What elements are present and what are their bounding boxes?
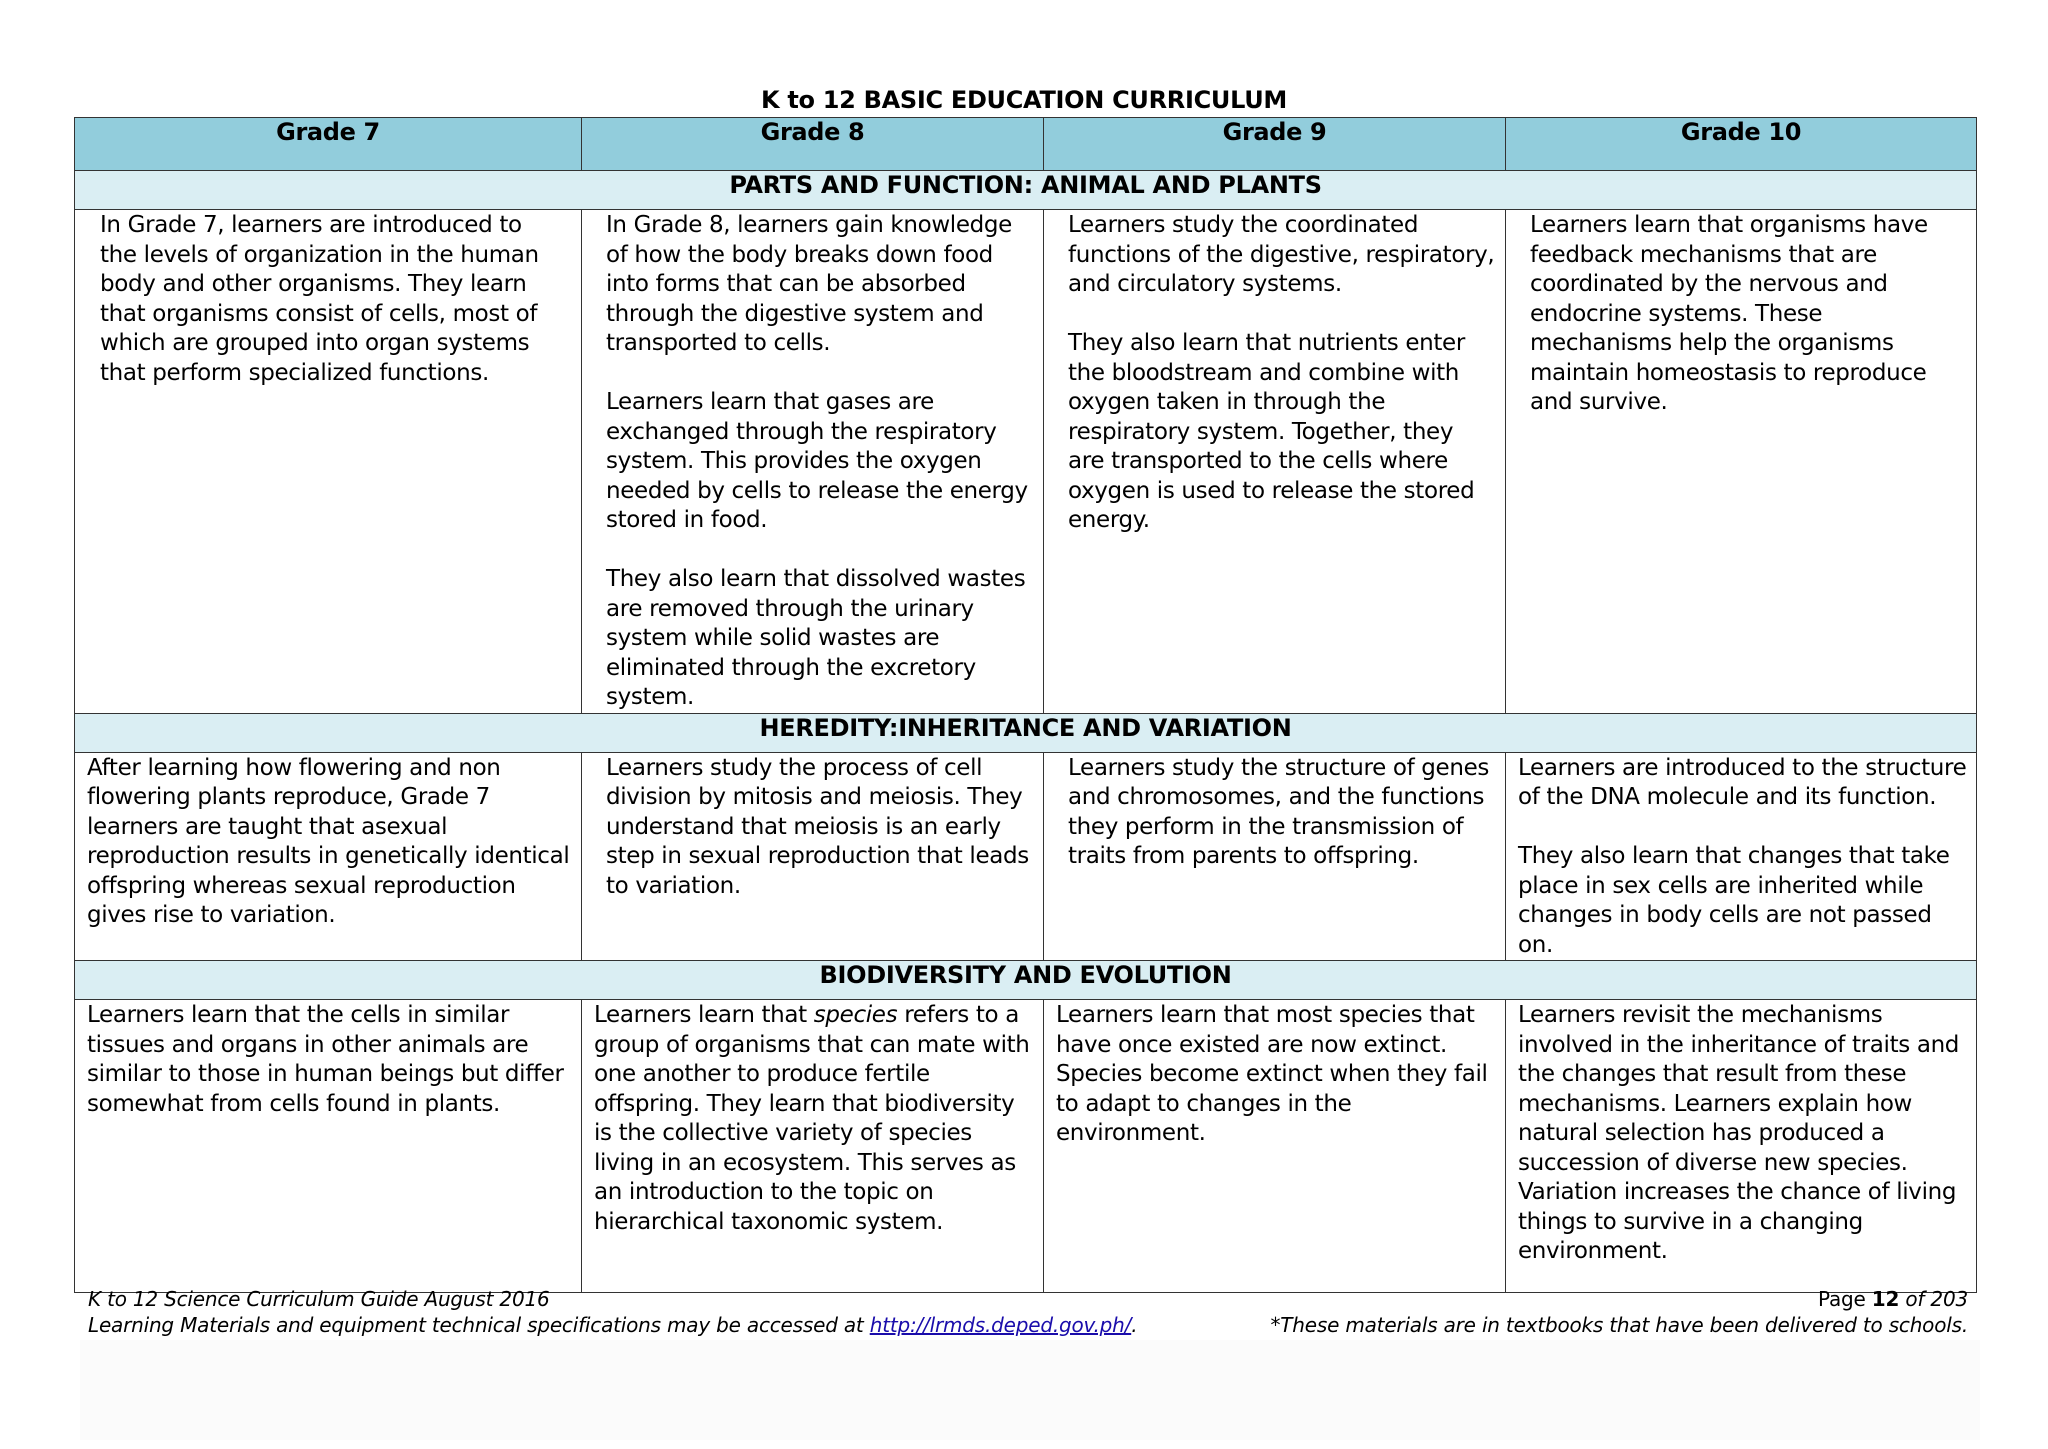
guide-title: K to 12 Science Curriculum Guide August 2016 [88,1287,550,1311]
cell-grade-7 [75,210,582,714]
cell-text: Learners study the structure of genes and chromosomes, and the functions they perform in the transmission of traits from parents to offspring. [1068,754,1490,869]
curriculum-table [74,117,1977,1293]
section-header-row [75,713,1977,752]
cell-grade-9 [1044,210,1506,714]
page-indicator [1818,1286,1968,1312]
page-number: 12 [1871,1287,1900,1311]
table-row [75,210,1977,714]
cell-grade-7 [75,1000,582,1293]
cell-text: Learners learn that organisms have feedback mechanisms that are coordinated by the nervous and endocrine systems. These mechanisms help the organisms maintain homeostasis to reproduce and survive. [1530,212,1928,415]
cell-grade-9 [1044,752,1506,961]
materials-suffix: . [1131,1313,1138,1337]
cell-grade-7 [75,752,582,961]
cell-text: In Grade 8, learners gain knowledge of how the body breaks down food into forms that can be absorbed through the digestive system and transported to cells. Learners learn that gases are exchanged through the respiratory system. This provides the oxygen needed by cells to release the energy stored in food. They also learn that dissolved wastes are removed through the urinary system while solid wastes are eliminated through the excretory system. [606,212,1028,710]
cell-grade-10 [1506,210,1977,714]
emphasized-term: species [813,1002,898,1028]
grade-header-row [75,118,1977,171]
page-shade [80,1340,1980,1440]
text-run: Learners learn that [594,1002,814,1028]
cell-text: Learners learn that the cells in similar tissues and organs in other animals are similar to those in human beings but differ somewhat from cells found in plants. [87,1002,564,1117]
cell-text: Learners study the process of cell division by mitosis and meiosis. They understand that meiosis is an early step in sexual reproduction that leads to variation. [606,754,1029,899]
cell-text: Learners study the coordinated functions of the digestive, respiratory, and circulatory systems. They also learn that nutrients enter the bloodstream and combine with oxygen taken in through the respiratory system. Together, they are transported to the cells where oxygen is used to release the stored energy. [1068,212,1495,533]
header-grade-10: Grade 10 [1506,118,1977,171]
cell-text [582,1000,1043,1237]
textbook-note: *These materials are in textbooks that have been delivered to schools. [1270,1313,1968,1337]
header-grade-9: Grade 9 [1044,118,1506,171]
page-total: of 203 [1905,1287,1968,1311]
cell-text: After learning how flowering and non flowering plants reproduce, Grade 7 learners are taught that asexual reproduction results in genetically identical offspring whereas sexual reproduction gives rise to variation. [87,754,570,928]
section-title-parts-and-function: PARTS AND FUNCTION: ANIMAL AND PLANTS [75,171,1977,210]
cell-grade-10 [1506,752,1977,961]
header-grade-8: Grade 8 [582,118,1044,171]
document-title: K to 12 BASIC EDUCATION CURRICULUM [760,86,1288,114]
materials-note [88,1312,1137,1338]
materials-prefix: Learning Materials and equipment technical specifications may be accessed at [88,1313,870,1337]
cell-text: Learners are introduced to the structure of the DNA molecule and its function. They also learn that changes that take place in sex cells are inherited while changes in body cells are not passed on. [1518,754,1967,958]
cell-text: In Grade 7, learners are introduced to the levels of organization in the human body and other organisms. They learn that organisms consist of cells, most of which are grouped into organ systems that perform specialized functions. [100,212,539,386]
section-header-row [75,171,1977,210]
cell-grade-9 [1044,1000,1506,1293]
cell-text: Learners learn that most species that have once existed are now extinct. Species become extinct when they fail to adapt to changes in the environment. [1056,1002,1488,1146]
table-row [75,1000,1977,1293]
cell-grade-8 [582,752,1044,961]
cell-grade-8 [582,210,1044,714]
table-row [75,752,1977,961]
lrmds-link[interactable]: http://lrmds.deped.gov.ph/ [869,1313,1132,1337]
header-grade-7: Grade 7 [75,118,582,171]
section-title-heredity: HEREDITY:INHERITANCE AND VARIATION [75,713,1977,752]
cell-grade-8 [582,1000,1044,1293]
page-label: Page [1817,1287,1866,1311]
section-header-row [75,961,1977,1000]
cell-grade-10 [1506,1000,1977,1293]
cell-text: Learners revisit the mechanisms involved in the inheritance of traits and the changes that result from these mechanisms. Learners explain how natural selection has produced a succession of diverse new species. Variation increases the chance of living things to survive in a changing environment. [1518,1002,1960,1264]
section-title-biodiversity: BIODIVERSITY AND EVOLUTION [75,961,1977,1000]
text-run: refers to a group of organisms that can mate with one another to produce fertile offspring. They learn that biodiversity is the collective variety of species living in an ecosystem. This serves as an introduction to the topic on hierarchical taxonomic system. [594,1002,1030,1235]
